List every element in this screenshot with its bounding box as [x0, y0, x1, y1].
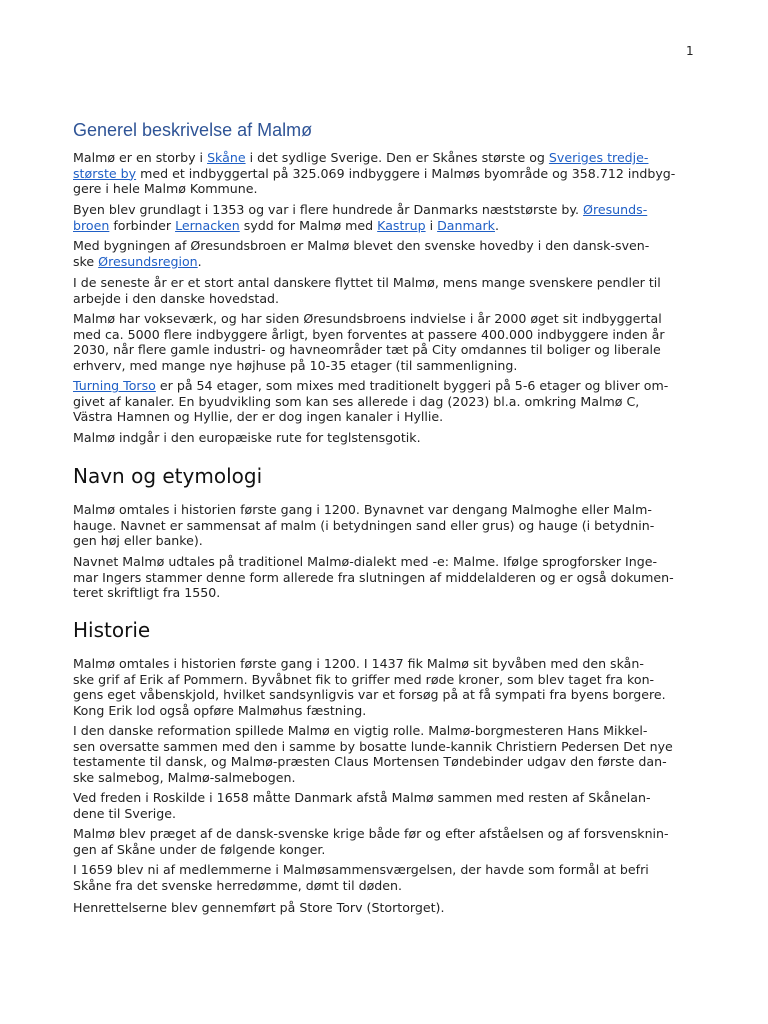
text-line: I den danske reformation spillede Malmø en vigtig rolle. Malmø-borgmesteren Hans Mikkel-: [73, 723, 648, 738]
text-line: gen af Skåne under de følgende konger.: [73, 841, 326, 857]
text-span: Malmø er en storby i: [73, 150, 208, 165]
paragraph-intro-2: [73, 202, 683, 233]
text-span: i: [425, 217, 438, 233]
link-danmark[interactable]: Danmark: [437, 217, 495, 233]
text-span: .: [197, 253, 202, 269]
text-line: 2030, når flere gamle industri- og havneområder tæt på City omdannes til boliger og liberale: [73, 342, 661, 358]
link-oresundsbroen-cont[interactable]: broen: [73, 217, 110, 233]
paragraph-intro-3: [73, 238, 683, 269]
heading-historie: Historie: [73, 618, 151, 642]
paragraph-historie-1: [73, 656, 683, 718]
text-line: [73, 202, 683, 218]
text-span: Byen blev grundlagt i 1353 og var i flere hundrede år Danmarks næststørste by.: [73, 202, 584, 217]
text-line: dene til Sverige.: [73, 805, 177, 821]
text-line: Malmø indgår i den europæiske rute for teglstensgotik.: [73, 430, 421, 445]
text-span: sydd for Malmø med: [239, 217, 378, 233]
text-line: gere i hele Malmø Kommune.: [73, 181, 258, 197]
text-line: sen oversatte sammen med den i samme by bosatte lunde-kannik Christiern Pedersen Det nye: [73, 738, 673, 754]
paragraph-intro-6: [73, 378, 683, 425]
link-kastrup[interactable]: Kastrup: [377, 217, 426, 233]
text-line: I de seneste år er et stort antal danskere flyttet til Malmø, mens mange svenskere pendler til: [73, 275, 661, 290]
paragraph-navn-2: [73, 554, 683, 601]
link-oresundsregion[interactable]: Øresundsregion: [98, 253, 198, 269]
text-line: teret skriftligt fra 1550.: [73, 585, 221, 601]
text-line: Med bygningen af Øresundsbroen er Malmø blevet den svenske hovedby i den dansk-sven-: [73, 238, 650, 253]
text-line: [73, 166, 683, 182]
paragraph-historie-3: [73, 790, 683, 821]
text-line: ske salmebog, Malmø-salmebogen.: [73, 769, 296, 785]
text-line: mar Ingers stammer denne form allerede fra slutningen af middelalderen og er også dokumen-: [73, 569, 674, 585]
paragraph-intro-1: [73, 150, 683, 197]
text-line: [73, 150, 683, 166]
link-sveriges-tredjestorste-by[interactable]: Sveriges tredje-: [548, 150, 649, 165]
text-line: erhverv, med mange nye højhuse på 10-35 etager (til sammenligning.: [73, 357, 518, 373]
text-line: gens eget våbenskjold, hvilket sandsynligvis var et forsøg på at få sympati fra byens borgere.: [73, 687, 666, 703]
text-line: I 1659 blev ni af medlemmerne i Malmøsammensværgelsen, der havde som formål at befri: [73, 862, 649, 877]
paragraph-historie-6: [73, 900, 683, 916]
text-line: Navnet Malmø udtales på traditionel Malmø-dialekt med -e: Malme. Ifølge sprogforsker Inge-: [73, 554, 658, 569]
text-span: ske: [73, 253, 99, 269]
text-line: givet af kanaler. En byudvikling som kan ses allerede i dag (2023) bl.a. omkring Malmø C,: [73, 393, 640, 409]
text-span: med et indbyggertal på 325.069 indbyggere i Malmøs byområde og 358.712 indbyg-: [136, 165, 676, 181]
text-line: [73, 254, 683, 270]
text-line: Malmø har vokseværk, og har siden Øresundsbroens indvielse i år 2000 øget sit indbyggertal: [73, 311, 662, 326]
text-line: med ca. 5000 flere indbyggere årligt, byen forventes at passere 400.000 indbyggere inden år: [73, 326, 665, 342]
text-line: ske grif af Erik af Pommern. Byvåbnet fik to griffer med røde kroner, som blev taget fra kon-: [73, 671, 655, 687]
heading-navn-og-etymologi: Navn og etymologi: [73, 464, 263, 488]
text-line: gen høj eller banke).: [73, 533, 203, 549]
paragraph-historie-2: [73, 723, 683, 785]
text-line: Västra Hamnen og Hyllie, der er dog ingen kanaler i Hyllie.: [73, 409, 444, 425]
text-line: arbejde i den danske hovedstad.: [73, 290, 280, 306]
text-line: Malmø omtales i historien første gang i 1200. Bynavnet var dengang Malmoghe eller Malm-: [73, 502, 652, 517]
text-line: Malmø omtales i historien første gang i 1200. I 1437 fik Malmø sit byvåben med den skån-: [73, 656, 644, 671]
text-span: er på 54 etager, som mixes med traditionelt byggeri på 5-6 etager og bliver om-: [155, 378, 669, 393]
text-line: Skåne fra det svenske herredømme, dømt til døden.: [73, 877, 403, 893]
text-line: hauge. Navnet er sammensat af malm (i betydningen sand eller grus) og hauge (i betydnin-: [73, 517, 655, 533]
paragraph-intro-4: [73, 275, 683, 306]
text-line: Henrettelserne blev gennemført på Store Torv (Stortorget).: [73, 900, 445, 915]
text-line: [73, 378, 683, 394]
text-line: Kong Erik lod også opføre Malmøhus fæstning.: [73, 702, 367, 718]
link-skane[interactable]: Skåne: [207, 150, 246, 165]
paragraph-historie-4: [73, 826, 683, 857]
paragraph-intro-7: [73, 430, 683, 446]
link-turning-torso[interactable]: Turning Torso: [73, 378, 156, 393]
paragraph-historie-5: [73, 862, 683, 893]
link-sveriges-tredjestorste-by-cont[interactable]: største by: [73, 165, 137, 181]
heading-generel-beskrivelse: Generel beskrivelse af Malmø: [73, 120, 313, 140]
text-span: .: [494, 217, 499, 233]
link-lernacken[interactable]: Lernacken: [175, 217, 240, 233]
paragraph-intro-5: [73, 311, 683, 373]
paragraph-navn-1: [73, 502, 683, 549]
link-oresundsbroen[interactable]: Øresunds-: [583, 202, 648, 217]
text-line: testamente til dansk, og Malmø-præsten Claus Mortensen Tøndebinder udgav den første dan-: [73, 754, 667, 770]
text-line: Ved freden i Roskilde i 1658 måtte Danmark afstå Malmø sammen med resten af Skånelan-: [73, 790, 651, 805]
text-line: [73, 218, 683, 234]
page-number: 1: [686, 44, 694, 58]
text-span: forbinder: [109, 217, 176, 233]
text-span: i det sydlige Sverige. Den er Skånes største og: [245, 150, 549, 165]
text-line: Malmø blev præget af de dansk-svenske krige både før og efter afståelsen og af forsvensknin-: [73, 826, 669, 841]
